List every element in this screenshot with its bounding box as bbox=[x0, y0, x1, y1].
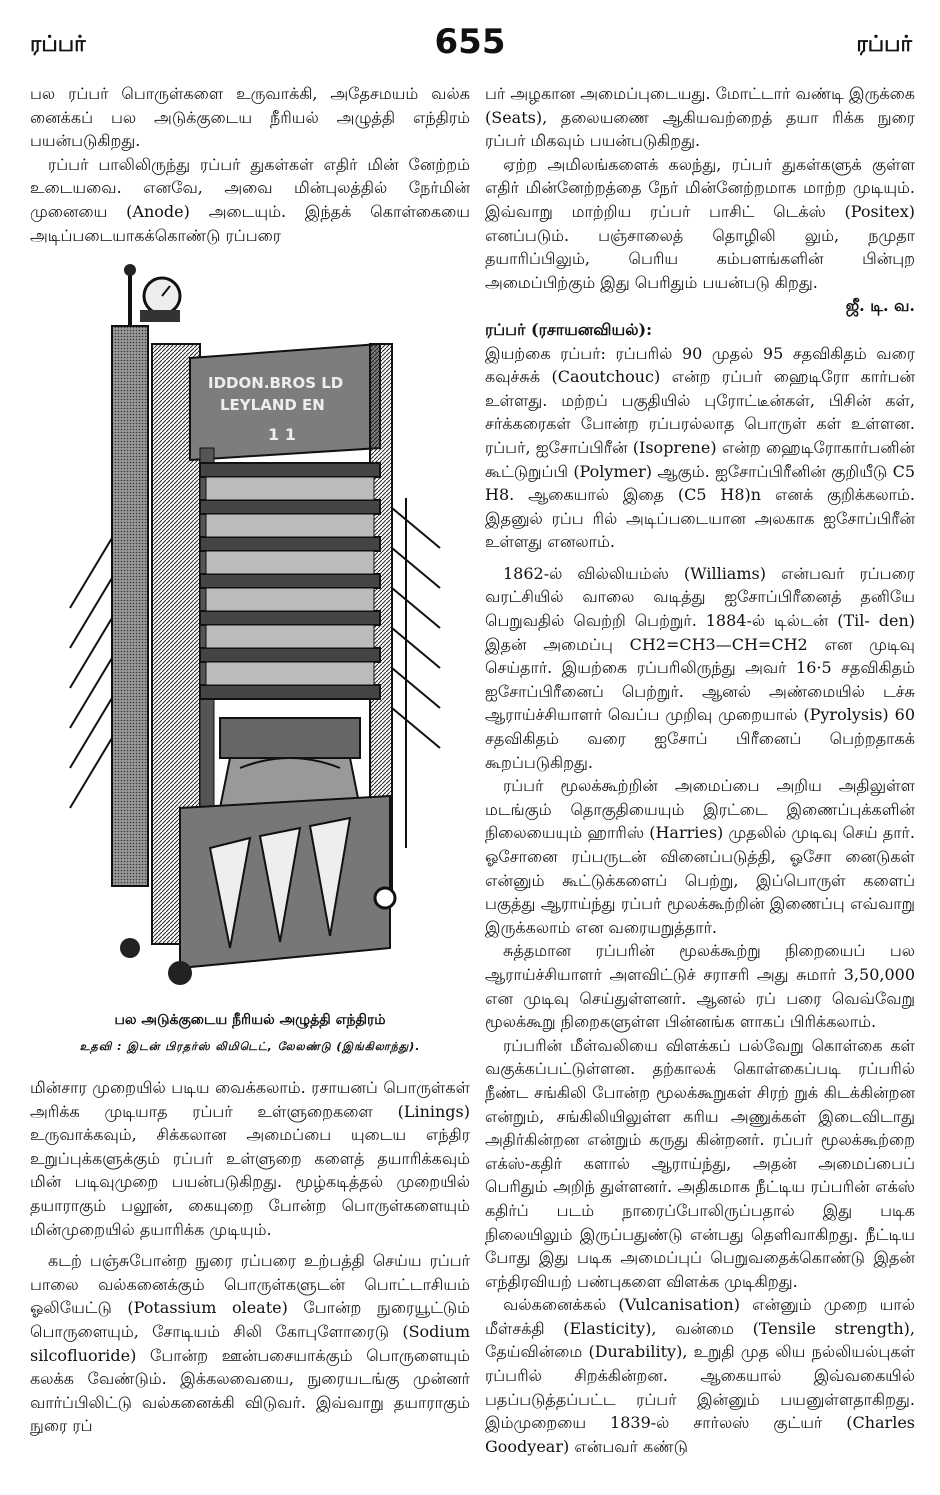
paragraph: சுத்தமான ரப்பரின் மூலக்கூற்று நிறையைப் பல ஆராய்ச்சியாளர் அளவிட்டுச் சராசரி அது சுமார் 3,50,000 என முடிவு செய்துள்ளனர். ஆனல் ரப் பரை வெவ்வேறு மூலக்கூறு நிறைகளுள்ள பின்னங்க ளாகப் பிரிக்கலாம். bbox=[485, 941, 915, 1032]
plate-text-place: LEYLAND EN bbox=[220, 396, 325, 414]
paragraph: இயற்கை ரப்பர்: ரப்பரில் 90 முதல் 95 சதவிகிதம் வரை கவுச்சுக் (Caoutchouc) என்ற ரப்பர் ஹைடிரோ கார்பன் உள்ளது. மற்றப் பகுதியில் புரோட்டீன்கள், பிசின் கள், சர்க்கரைகள் போன்ற ரப்பரல்லாத பொருள் கள் உள்ளன. ரப்பர், ஐசோப்பிரீன் (Isoprene) என்ற ஹைடிரோகார்பனின் கூட்டுறுப்பி (Polymer) ஆகும். ஐசோப்பிரீனின் குறியீடு C5 H8. ஆகையால் இதை (C5 H8)n எனக் குறிக்கலாம். இதனுல் ரப்ப ரில் அடிப்படையான அலகாக ஐசோப்பிரீன் உள்ளது எனலாம். bbox=[485, 343, 915, 552]
paragraph: வல்கனைக்கல் (Vulcanisation) என்னும் முறை யால் மீள்சக்தி (Elasticity), வன்மை (Tensile strength), தேய்வின்மை (Durability), உறுதி முத லிய நல்லியல்புகள் ரப்பரில் சிறக்கின்றன. ஆகையால் இவ்வகையில் பதப்படுத்தப்பட்ட ரப்பர் இன்னும் பயனுள்ளதாகிறது. இம்முறையை 1839-ல் சார்லஸ் குட்யர் (Charles Goodyear) என்பவர் கண்டு bbox=[485, 1295, 915, 1456]
paragraph: பர் அழகான அமைப்புடையது. மோட்டார் வண்டி இருக்கை (Seats), தலையணை ஆகியவற்றைத் தயா ரிக்க நுரை ரப்பர் மிகவும் பயன்படுகிறது. bbox=[485, 84, 915, 151]
entry-title: ரப்பர் (ரசாயனவியல்): bbox=[485, 319, 652, 339]
paragraph: கடற் பஞ்சுபோன்ற நுரை ரப்பரை உற்பத்தி செய்ய ரப்பர் பாலை வல்கனைக்கும் பொருள்களுடன் பொட்டாசியம் ஓலியேட்டு (Potassium oleate) போன்ற நுரையூட்டும் பொருளையும், சோடியம் சிலி கோபுளோரைடு (Sodium silcofluoride) போன்ற ஊன்பசையாக்கும் பொருளையும் கலக்க வேண்டும். இக்கலவையை, நுரையடங்கு முன்னர் வார்ப்பிலிட்டு வல்கனைக்கி விடுவர். இவ்வாறு தயாராகும் நுரை ரப் bbox=[30, 1251, 470, 1436]
paragraph: பல ரப்பர் பொருள்களை உருவாக்கி, அதேசமயம் வல்க னைக்கப் பல அடுக்குடைய நீரியல் அழுத்தி எந்திரம் பயன்படுகிறது. bbox=[30, 84, 470, 151]
paragraph: 1862-ல் வில்லியம்ஸ் (Williams) என்பவர் ரப்பரை வரட்சியில் வாலை வடித்து ஐசோப்பிரீனைத் தனியே பெறுவதில் வெற்றி பெற்றுர். 1884-ல் டில்டன் (Til- den) இதன் அமைப்பு CH2=CH3—CH=CH2 என முடிவு செய்தார். இயற்கை ரப்பரிலிருந்து அவர் 16·5 சதவிகிதம் ஐசோப்பிரீனைப் பெற்றுர். ஆனல் அண்மையில் டச்சு ஆராய்ச்சியாளர் வெப்ப முறிவு முறையால் (Pyrolysis) 60 சதவிகிதம் வரை ஐசோப் பிரீனைப் பெற்றதாகக் கூறப்படுகிறது. bbox=[485, 563, 915, 772]
paragraph: ரப்பரின் மீள்வலியை விளக்கப் பல்வேறு கொள்கை கள் வகுக்கப்பட்டுள்ளன. தற்காலக் கொள்கைப்படி ரப்பரில் நீண்ட சங்கிலி போன்ற மூலக்கூறுகள் சிரற் றுக் கிடக்கின்றன என்றும், சங்கிலியிலுள்ள கரிய அணுக்கள் இடைவிடாது அதிர்கின்றன என்றும் கருது கின்றனர். ரப்பர் மூலக்கூற்றை எக்ஸ்-கதிர் களால் ஆராய்ந்து, அதன் அமைப்பைப் பெரிதும் அறிந் துள்ளனர். அதிகமாக நீட்டிய ரப்பரின் எக்ஸ் கதிர்ப் படம் நாரைப்போலிருப்பதால் இது படிக நிலையிலும் இருப்பதுண்டு என்பது தெளிவாகிறது. நீட்டிய போது இது படிக அமைப்புப் பெறுவதைக்கொண்டு இதன் எந்திரவியற் பண்புகளை விளக்க முடிகிறது. bbox=[485, 1035, 915, 1291]
running-head-right: ரப்பர் bbox=[856, 32, 912, 57]
paragraph: மின்சார முறையில் படிய வைக்கலாம். ரசாயனப் பொருள்கள் அரிக்க முடியாத ரப்பர் உள்ளுறைகளை (Linings) உருவாக்கவும், சிக்கலான அமைப்பை யுடைய எந்திர உறுப்புக்களுக்கும் ரப்பர் உள்ளுறை களைத் தயாரிக்கவும் மின் படிவுமுறை பயன்படுகிறது. மூழ்கடித்தல் முறையில் தயாராகும் பலூன், கையுறை போன்ற பொருள்களையும் மின்முறையில் தயாரிக்க முடியும். bbox=[30, 1078, 470, 1239]
running-head-left: ரப்பர் bbox=[30, 32, 86, 57]
plate-text-number: 1 1 bbox=[268, 425, 296, 444]
paragraph: ரப்பர் மூலக்கூற்றின் அமைப்பை அறிய அதிலுள்ள மடங்கும் தொகுதியையும் இரட்டை இணைப்புக்களின் நிலையையும் ஹாரிஸ் (Harries) முதலில் முடிவு செய் தார். ஓசோனை ரப்பருடன் வினைப்படுத்தி, ஓசோ னைடுகள் என்னும் கூட்டுக்களைப் பெற்று, இப்பொருள் களைப் பகுத்து ஆராய்ந்து ரப்பர் மூலக்கூற்றின் இணைப்பு எவ்வாறு இருக்கலாம் என வரையறுத்தார். bbox=[485, 776, 915, 937]
right-column bbox=[485, 82, 915, 1458]
left-column-bottom bbox=[30, 1076, 470, 1438]
left-column-top bbox=[30, 82, 470, 247]
figure-credit: உதவி : இடன் பிரதர்ஸ் லிமிடெட், லேலண்டு (இங்கிலாந்து). bbox=[79, 1040, 421, 1053]
page-number: 655 bbox=[434, 22, 506, 62]
paragraph: ரப்பர் பாலிலிருந்து ரப்பர் துகள்கள் எதிர் மின் னேற்றம் உடையவை. எனவே, அவை மின்புலத்தில் நேர்மின் முனையை (Anode) அடையும். இந்தக் கொள்கையை அடிப்படையாகக்கொண்டு ரப்பரை bbox=[30, 154, 470, 245]
hydraulic-press-illustration bbox=[30, 248, 470, 1008]
hydraulic-press-figure bbox=[30, 248, 470, 1008]
author-signature: ஜீ. டி. வ. bbox=[845, 296, 915, 316]
paragraph: ஏற்ற அமிலங்களைக் கலந்து, ரப்பர் துகள்களுக் குள்ள எதிர் மின்னேற்றத்தை நேர் மின்னேற்றமாக மாற்ற முடியும். இவ்வாறு மாற்றிய ரப்பர் பாசிட் டெக்ஸ் (Positex) எனப்படும். பஞ்சாலைத் தொழிலி லும், நமுதா தயாரிப்பிலும், பெரிய கம்பளங்களின் பின்புற அமைப்பிற்கும் இது பெரிதும் பயன்படு கிறது. bbox=[485, 154, 915, 292]
figure-caption: பல அடுக்குடைய நீரியல் அழுத்தி எந்திரம் bbox=[114, 1012, 386, 1028]
page-header bbox=[0, 0, 940, 70]
plate-text-maker: IDDON.BROS LD bbox=[208, 374, 344, 392]
